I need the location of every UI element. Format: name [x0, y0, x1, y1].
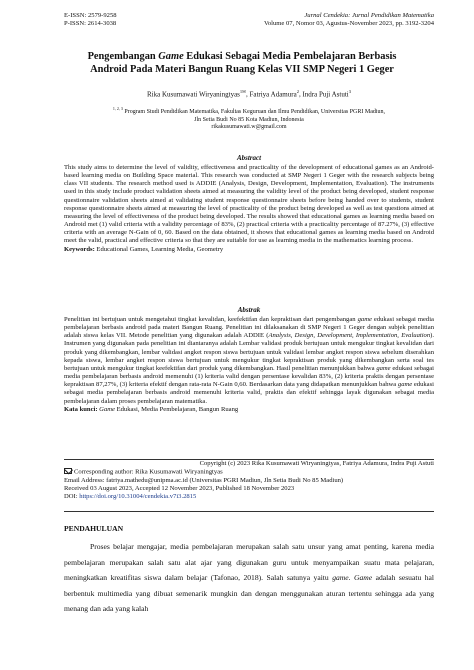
abstract-id-text: edukasi sebagai media pembelajaran berbasis android pada materi Bangun Ruang. Penelitian ini dilaksanakan di SMP Negeri 1 Geger dengan subjek penelitian adalah siswa kelas VII. Metode penelitian yang digunakan adalah ADDIE (: [64, 316, 434, 340]
paragraph-italic: Game: [354, 573, 373, 583]
paragraph-text: adalah sesuatu hal berbentuk multimedia yang dibuat semenarik mungkin dan dengan menggunakan aturan tertentu sehingga ada yang menang dan ada yang kalah: [64, 573, 434, 614]
keywords-label: Keywords:: [64, 245, 95, 253]
doi-link[interactable]: https://doi.org/10.31004/cendekia.v7i3.2815: [79, 493, 197, 501]
corresponding-text: Corresponding author: Rika Kusumawati Wiryaningtyas: [74, 468, 223, 476]
title-part: Pengembangan: [87, 51, 159, 62]
title-italic: Game: [158, 51, 184, 62]
corresponding-line: [64, 468, 434, 477]
title-line-2: Android Pada Materi Bangun Ruang Kelas VII SMP Negeri 1 Geger: [90, 64, 394, 75]
journal-block: [264, 12, 434, 29]
affiliation-line-2: Jln Setia Budi No 85 Kota Madiun, Indonesia: [194, 116, 304, 123]
intro-paragraph: [64, 539, 434, 617]
section-heading: PENDAHULUAN: [64, 524, 124, 533]
doi-label: DOI:: [64, 493, 80, 501]
author-list: [64, 89, 434, 98]
dates-line: Received 03 August 2023, Accepted 12 November 2023, Published 18 November 2023: [64, 485, 295, 493]
abstract-id-italic: game: [357, 316, 372, 323]
abstract-id-text: ). Instrumen yang digunakan pada penelitian ini diantaranya adalah Lembar validasi produk bertujuan untuk mengukur tingkat kevalidan dari produk yang dikembangkan, lembar validasi angket respon siswa bertujuan untuk validasi lembar angket respon siswa sebelum diserahkan kepada siswa, lembar angket respon siswa bertujuan untuk mengukur tingkat kepraktisan produk yang dikembangkan serta soal tes bertujuan untuk mengukur tingkat keefektifan dari produk yang dikembangkan. Hasil penelitian menunjukkan bahwa: [64, 332, 434, 372]
paragraph-text: .: [348, 573, 355, 583]
abstract-id-text: edukasi sebagai media pembelajaran berbasis android memenuhi (1) kriteria valid dengan persentase kevalidan 83%, (2) kriteria praktis dengan persentase kepraktisan 87,27%, (3) kriteria efektif dengan rata-rata N-Gain 0,60. Berdasarkan data yang didapatkan menunjukkan bahwa: [64, 364, 434, 389]
volume-info: Volume 07, Nomor 03, Agustus-November 2023, pp. 3192-3204: [263, 20, 434, 28]
abstract-id-text: Penelitian ini bertujuan untuk mengetahui tingkat kevalidan, keefektifan dan kepraktisan dari pengembangan: [64, 316, 358, 323]
issn-block: [64, 12, 117, 29]
affiliation-sup: 1, 2, 3: [112, 106, 123, 111]
keywords-en: [64, 246, 434, 254]
pissn: P-ISSN: 2614-3038: [64, 20, 117, 28]
doi-line: [64, 493, 434, 501]
keywords-id: [64, 406, 434, 414]
abstract-id-italic: game: [397, 381, 413, 389]
keywords-id-label: Kata kunci:: [64, 405, 98, 413]
keywords-text: Educational Games, Learning Media, Geometry: [94, 245, 224, 253]
abstract-id-text: edukasi sebagai media pembelajaran berbasis android memenuhi kriteria valid, praktis dan efektif sehingga layak digunakan sebagai media pembelajaran dalam proses pembelajaran matematika.: [64, 381, 434, 405]
paragraph-text: Proses belajar mengajar, media pembelajaran merupakan salah satu unsur yang amat penting, karena media pembelajaran merupakan salah satu alat ajar yang digunakan guru untuk menyampaikan suatu mata pelajaran, meningkatkan kreatifitas siswa dalam belajar (Tafonao, 2018). Salah satunya yaitu: [64, 542, 434, 583]
author-1-sup: 1✉: [239, 89, 246, 94]
journal-name: Jurnal Cendekia: Jurnal Pendidikan Matematika: [304, 12, 434, 19]
abstract-en-text: This study aims to determine the level of validity, effectiveness and practicality of the development of educational games as an Android-based learning media on Building Space material. This research was conducted at SMP Negeri 1 Geger with the research subjects being class VII students. The research method used is ADDIE (Analysis, Design, Development, Implementation, Evaluation). The instruments used in this study include product validation sheets aimed at measuring the validity level of the product being developed, student response questionnaire validation sheets aimed at validating student response questionnaire sheets before being handed over to students, student response questionnaire sheets aimed at measuring the level of practicality of the product being developed as well as test questions aimed at measuring the level of effectiveness of the product being developed. The results showed that educational games as learning media based on Android met (1) valid criteria with a validity percentage of 83%, (2) practical criteria with a practicality percentage of 87.27%, (3) effective criteria with an average N-Gain of 0, 60. Based on the data obtained, it shows that educational games as learning media based on Android meet the valid, practical and effective criteria so that they are suitable for use as learning media in the mathematics learning process.: [64, 164, 434, 245]
author-1: Rika Kusumawati Wiryaningtyas: [147, 90, 240, 99]
abstract-en-heading: Abstract: [236, 154, 262, 162]
affiliation: [64, 105, 434, 132]
keywords-id-text: Edukasi, Media Pembelajaran, Bangun Ruang: [114, 405, 239, 413]
running-header: [64, 12, 434, 29]
paper-title: [50, 50, 434, 76]
envelope-icon: [64, 468, 72, 474]
divider-bottom: [64, 511, 434, 512]
author-3: , Indra Puji Astuti: [298, 90, 349, 99]
abstract-id-italic: Analysis, Design, Development, Implementation, Evaluation: [268, 332, 431, 340]
title-part: Edukasi Sebagai Media Pembelajaran Berbasis: [183, 51, 397, 62]
author-2: , Fatriya Adamura: [245, 90, 297, 99]
footnote-block: [64, 460, 434, 502]
paragraph-italic: game: [332, 573, 349, 583]
abstract-id-italic: game: [376, 364, 391, 372]
abstract-id-heading: Abstrak: [237, 306, 261, 314]
abstract-id: [64, 316, 434, 414]
email-line: Email Address: fatriya.mathedu@unipma.ac.id (Universitas PGRI Madiun, Jln Setia Budi No 85 Madiun): [64, 476, 344, 484]
eissn: E-ISSN: 2579-9258: [64, 12, 117, 19]
affiliation-line-1: Program Studi Pendidikan Matematika, Fakultas Keguruan dan Ilmu Pendidikan, Universitas PGRI Madiun,: [122, 109, 386, 115]
author-email: rikakusumawati.w@gmail.com: [211, 124, 287, 131]
copyright-line: Copyright (c) 2023 Rika Kusumawati Wiryaningtyas, Fatriya Adamura, Indra Puji Astuti: [199, 460, 434, 467]
author-2-sup: 2: [296, 89, 299, 94]
abstract-en: [64, 164, 434, 254]
keywords-id-italic: Game: [97, 405, 115, 413]
author-3-sup: 3: [348, 89, 351, 94]
